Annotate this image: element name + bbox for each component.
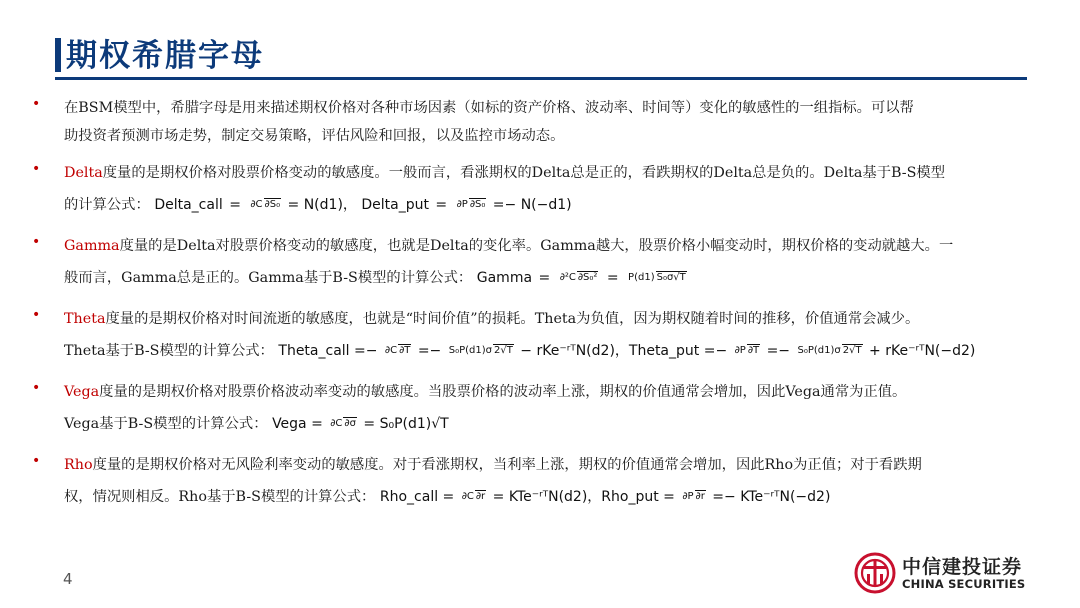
bullet-icon: •	[32, 234, 41, 250]
formula-text: =−	[766, 343, 791, 359]
formula-fraction: P(d1) S₀σ√T	[628, 272, 686, 283]
intro-line-2: 助投资者预测市场走势，制定交易策略，评估风险和回报，以及监控市场动态。	[64, 128, 565, 144]
formula-text: = S₀P(d1)√T	[363, 416, 449, 432]
vega-line-1	[64, 378, 1042, 406]
china-securities-logo-icon	[854, 552, 896, 594]
gamma-description: 度量的是Delta对股票价格变动的敏感度，也就是Delta的变化率。Gamma越大，股票价格小幅变动时，期权价格的变动就越大。一	[119, 238, 954, 254]
delta-line-1	[64, 159, 1042, 187]
formula-text: − rKe⁻ʳᵀN(d2)，Theta_put =−	[520, 343, 728, 359]
formula-fraction: ∂²C ∂S₀²	[559, 272, 598, 283]
vega-formula-prefix: Vega基于B-S模型的计算公式：	[64, 416, 268, 432]
formula-fraction: ∂P ∂T	[734, 345, 760, 356]
vega-description: 度量的是期权价格对股票价格波动率变动的敏感度。当股票价格的波动率上涨，期权的价值通常会增加，因此Vega通常为正值。	[99, 384, 907, 400]
vega-formula	[272, 406, 449, 442]
gamma-line-1	[64, 232, 1042, 260]
theta-formula	[278, 333, 975, 369]
content-body	[32, 94, 1042, 524]
logo-english-text: CHINA SECURITIES	[902, 577, 1026, 591]
gamma-formula-prefix: 般而言，Gamma总是正的。Gamma基于B-S模型的计算公式：	[64, 270, 473, 286]
theta-formula-prefix: Theta基于B-S模型的计算公式：	[64, 343, 274, 359]
page-title: 期权希腊字母	[66, 38, 264, 74]
title-accent-bar	[55, 38, 61, 72]
formula-text: = N(d1)，	[287, 197, 357, 213]
formula-text: =	[435, 197, 448, 213]
bullet-icon: •	[32, 307, 41, 323]
list-item-vega	[32, 378, 1042, 442]
formula-text: + rKe⁻ʳᵀN(−d2)	[869, 343, 976, 359]
theta-line-1	[64, 305, 1042, 333]
delta-description: 度量的是期权价格对股票价格变动的敏感度。一般而言，看涨期权的Delta总是正的，看跌期权的Delta总是负的。Delta基于B-S模型	[102, 165, 945, 181]
gamma-term: Gamma	[64, 238, 120, 254]
formula-text: =− KTe⁻ʳᵀN(−d2)	[712, 489, 831, 505]
formula-text: =− N(−d1)	[492, 197, 572, 213]
theta-line-2	[64, 333, 1042, 369]
gamma-formula	[477, 260, 689, 296]
delta-formula-prefix: 的计算公式：	[64, 197, 150, 213]
rho-description: 度量的是期权价格对无风险利率变动的敏感度。对于看涨期权，当利率上涨，期权的价值通常会增加，因此Rho为正值；对于看跌期	[92, 457, 922, 473]
formula-text: Gamma	[476, 270, 533, 286]
list-item-theta	[32, 305, 1042, 369]
list-item-gamma	[32, 232, 1042, 296]
list-item-delta	[32, 159, 1042, 223]
rho-formula-prefix: 权，情况则相反。Rho基于B-S模型的计算公式：	[64, 489, 376, 505]
rho-line-2	[64, 479, 1042, 515]
delta-formula	[154, 187, 571, 223]
intro-line-1: 在BSM模型中，希腊字母是用来描述期权价格对各种市场因素（如标的资产价格、波动率、时间等）变化的敏感性的一组指标。可以帮	[64, 100, 914, 116]
formula-text: Theta_call =−	[278, 343, 378, 359]
formula-fraction: ∂C ∂S₀	[250, 199, 281, 210]
formula-text: Delta_put	[361, 197, 429, 213]
formula-fraction: S₀P(d1)σ 2√T	[448, 345, 513, 356]
formula-fraction: ∂P ∂S₀	[456, 199, 486, 210]
theta-description: 度量的是期权价格对时间流逝的敏感度，也就是“时间价值”的损耗。Theta为负值，因为期权随着时间的推移，价值通常会减少。	[105, 311, 920, 327]
page-number: 4	[63, 570, 73, 588]
bullet-icon: •	[32, 96, 41, 112]
formula-text: Delta_call	[154, 197, 223, 213]
formula-text: =	[606, 270, 619, 286]
vega-term: Vega	[64, 384, 100, 400]
delta-line-2	[64, 187, 1042, 223]
vega-line-2	[64, 406, 1042, 442]
rho-line-1	[64, 451, 1042, 479]
formula-fraction: ∂C ∂σ	[330, 418, 356, 429]
list-item-rho	[32, 451, 1042, 515]
company-logo	[854, 552, 1034, 594]
formula-fraction: ∂P ∂r	[682, 491, 705, 502]
rho-formula	[380, 479, 831, 515]
formula-text: Rho_call =	[379, 489, 455, 505]
title-divider	[55, 77, 1027, 80]
list-item-intro	[32, 94, 1042, 150]
rho-term: Rho	[64, 457, 93, 473]
gamma-line-2	[64, 260, 1042, 296]
bullet-icon: •	[32, 161, 41, 177]
logo-chinese-text: 中信建投证券	[902, 556, 1023, 578]
bullet-icon: •	[32, 453, 41, 469]
formula-fraction: ∂C ∂r	[461, 491, 486, 502]
delta-term: Delta	[64, 165, 103, 181]
formula-fraction: ∂C ∂T	[384, 345, 411, 356]
formula-text: = KTe⁻ʳᵀN(d2)，Rho_put =	[492, 489, 675, 505]
formula-text: =−	[417, 343, 442, 359]
formula-fraction: S₀P(d1)σ 2√T	[797, 345, 862, 356]
formula-text: Vega =	[272, 416, 323, 432]
bullet-icon: •	[32, 380, 41, 396]
formula-text: =	[229, 197, 241, 213]
formula-text: =	[538, 270, 551, 286]
theta-term: Theta	[64, 311, 106, 327]
